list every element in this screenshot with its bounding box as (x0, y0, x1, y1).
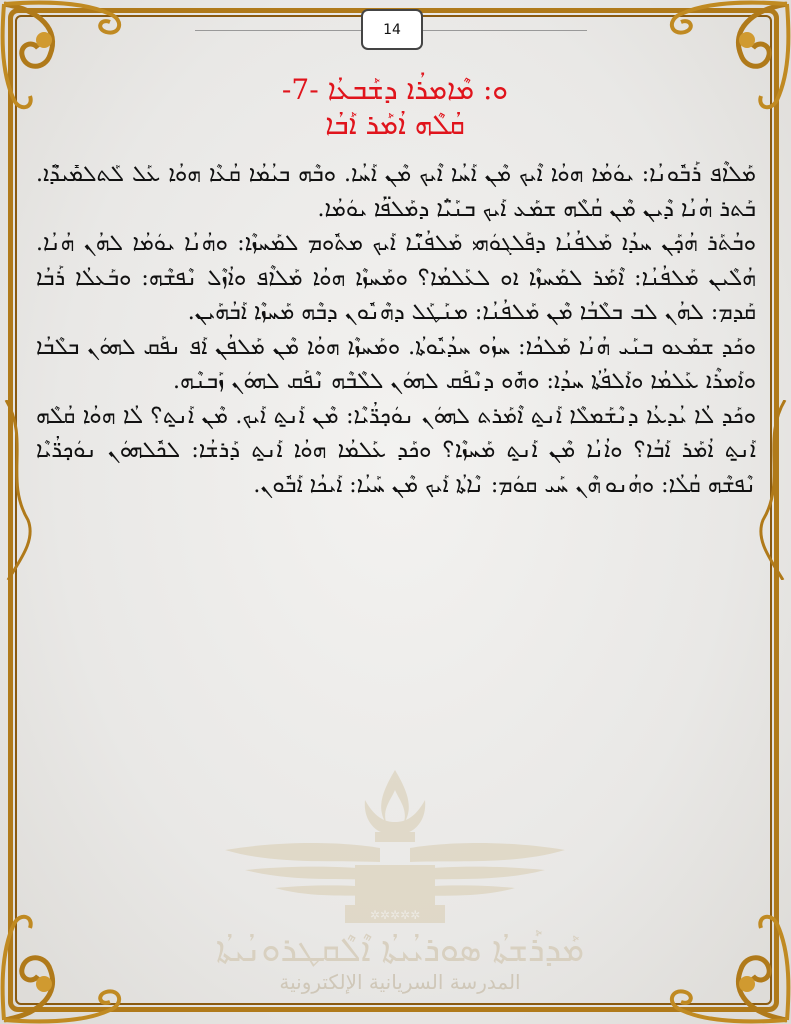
corner-ornament-bottom-left (0, 904, 150, 1024)
corner-ornament-top-left (0, 0, 150, 120)
side-ornament-left (0, 400, 40, 580)
corner-ornament-top-right (641, 0, 791, 120)
page-number: 14 (361, 9, 423, 50)
side-ornament-right (751, 400, 791, 580)
corner-ornament-bottom-right (641, 904, 791, 1024)
paragraph: ܡܰܠܐܶܦ ܪܰܒܽܘܢܳܐ: ܝܘܿܡܳܐ ܗܘܳܐ ܐܶܝܟ ܡܶܢ ܐܰܚܳܐ ܐܶܝܟ ܡܶܢ ܐܰܚܳܐ. ܘܒܶܗ ܒܝܳܡܳܐ ܩܳܥܶܐ ܗܘܳܐ ܥܰܠ ܠܰܬܠܡܺܝܕ̈ܶܐ. ܒܰܬܪ ܗܳܢܳܐ ܕܶܝܢ ܡܶܢ ܩܳܠܶܗ ܫܡܰܥ ܐܰܝܟ ܒܢܰܝ̈ܳܐ ܕܡܰܠܦ̈ܳܐ ܝܘܿܡܳܐ. (36, 162, 756, 222)
watermark-arabic-subtitle: المدرسة السريانية الإلكترونية (279, 970, 521, 994)
svg-text:✲✲✲✲✲: ✲✲✲✲✲ (369, 908, 421, 922)
paragraph: ܘܟܰܕ ܠܳܐ ܝܳܕܥܳܐ ܕܢܶܫܰܡܠܶܐ ܐܰܢ̱ܬ ܐܶܡܰܪܬ ܠܗܘܿܢ ܢܘܿܟ̣ܪ̈ܳܝܶܐ: ܡܶܢ ܐܰܢ̱ܬ ܐܰܝܟ. ܡܶܢ ܐܰܢ̱ܬ؟ ܠܳܐ ܗܘܳܐ ܩܳܠܶܗ ܐܰܢ̱ܬ ܐܳܡܰܪ ܐܰܒܳܐ؟ ܘܐܳܢܳܐ ܡܶܢ ܐܰܢ̱ܬ ܡܰܚܙܶܐ؟ ܘܟܰܕ ܥܰܠܡܳܐ ܗܘܳܐ ܐܰܢ̱ܬ ܕܰܪܫܳܐ: ܠܟܽܠܗܘܿܢ ܢܘܿܟ̣ܪ̈ܳܝܶܐ ܢܶܦܫܶܗ ܩܳܠܳܐ: ܘܗܳܢܘ ܗܶܢ ܚܰܝ ܩܘܿܡ: ܢܶܐܬܳܐ ܐܰܝܟ ܡܶܢ ܚܰܝܳܐ: ܐܰܝܟܳܐ ܐܰܒܽܘܢ. (36, 403, 756, 498)
lesson-title: ܩܳܠܶܗ ܐܳܡܰܪ ܐܰܒܳܐ (325, 108, 465, 141)
paragraph: ܘܟܰܕ ܫܡܰܥܘ ܒܢܰܝ ܗܳܢܳܐ ܡܰܠܟܳܐ: ܚܙܳܘ ܚܕܳܝܽܘܬܳܐ. ܘܡܰܚܙܶܐ ܗܘܳܐ ܡܶܢ ܡܰܠܦܳܢ ܐܰܦ ܢܦܰܩ ܠܗܘܿܢ ܒܠܶܒܳܐ ܘܐܰܡܪܶܐ ܥܰܠܡܳܐ ܘܐܰܠܦܳܬܳܐ ܚܕܳܐ: ܘܗܽܘ ܕܢܶܦܰܩ ܠܗܘܿܢ ܠܠܶܒܶܗ ܢܶܦܰܩ ܠܗܘܿܢ ܙܰܒܢܶܗ. (36, 334, 756, 394)
watermark-syriac-title: ܡܰܕܪܰܫܬܳܐ ܣܘܪܝܳܝܬܳܐ ܐܶܠܶܩܛܪܘܢܳܝܬܳܐ (215, 930, 585, 970)
lesson-body (36, 158, 756, 503)
lesson-heading: ܘ: ܡܶܐܡܪܳܐ ܕܫܰܒܥܳܐ -7- (281, 73, 509, 106)
paragraph: ܘܒܳܬܰܪ ܗܳܟ̣ܰܢ ܚܕܳܐ ܡܰܠܦܳܢܳܐ ܕܦܰܠܓܘܿܗܝ ܡܰܠܦܳܢ̈ܶܐ ܐܰܝܟ ܡܬܽܘܡ ܠܡܰܚܙܶܐ: ܘܗܳܢܳܐ ܝܘܿܡܳܐ ܠܗܳܢ ܗܳܢܳܐ. ܗܳܠܶܝܢ ܡܰܠܦܳܢܳܐ: ܐܶܡܰܪ ܠܡܰܚܙܶܐ ܐܘ ܠܥܰܠܡܳܐ؟ ܘܡܰܚܙܶܐ ܗܘܳܐ ܡܰܠܐܶܦ ܘܐܳܙܶܠ ܢܶܦܫܶܗ: ܘܒܰܥܠܳܐ ܪܰܒܳܐ ܩܰܕܡ: ܠܗܳܢ ܠܒ ܒܠܶܒܳܐ ܡܶܢ ܡܰܠܦܳܢܳܐ: ܡܢܰܛܰܠ ܕܗܶܢܽܘܢ ܕܒܶܗ ܡܰܚܙܶܐ ܐܰܒܳܗܰܝܢ. (36, 231, 756, 325)
